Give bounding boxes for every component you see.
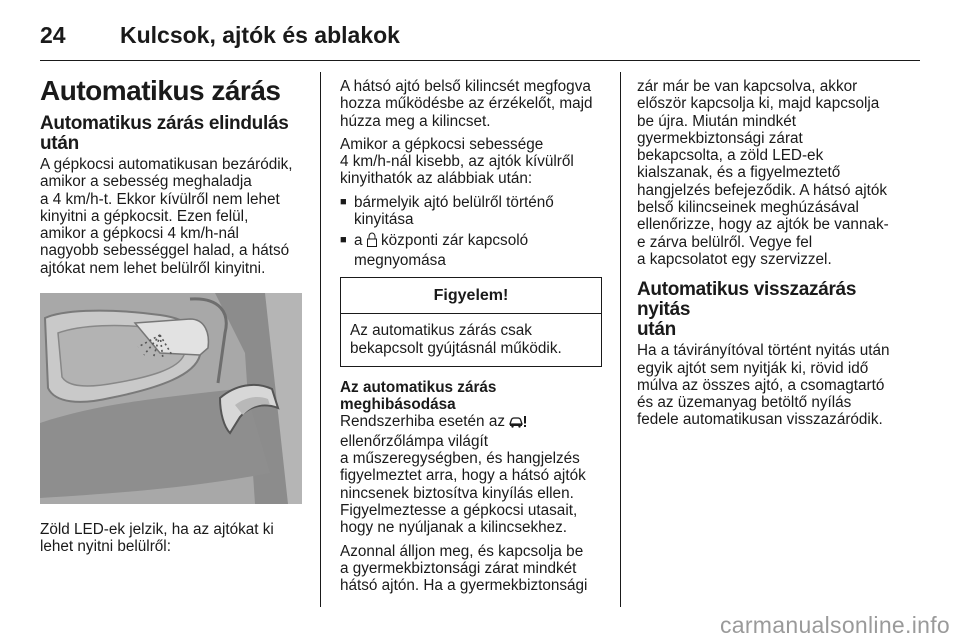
notice-body: Az automatikus zárás csak bekapcsolt gyújtásnál működik. xyxy=(350,322,562,357)
footer-watermark: carmanualsonline.info xyxy=(719,612,950,638)
unlock-condition-paragraph: Amikor a gépkocsi sebessége 4 km/h-nál kisebb, az ajtók kívülről kinyithatók az alábbiak után: xyxy=(340,135,574,188)
section-heading-autolock: Automatikus zárás elindulás után xyxy=(40,113,289,154)
figure-caption-box xyxy=(40,521,312,562)
unlock-list xyxy=(340,194,602,269)
bullet-text-1: bármelyik ajtó belülről történő kinyitása xyxy=(354,193,554,229)
list-item xyxy=(340,194,602,229)
list-item xyxy=(340,232,602,269)
column-3 xyxy=(637,78,909,435)
bullet-text-2-post: központi zár kapcsoló megnyomása xyxy=(354,232,529,269)
header-rule xyxy=(40,60,920,61)
malfunction-paragraph xyxy=(340,413,602,536)
column-1 xyxy=(40,114,312,283)
childlock-paragraph: zár már be van kapcsolva, akkor először kapcsolja ki, majd kapcsolja be újra. Miután mindkét gyermekbiztonsági zárat bekapcsolta, a zöld LED-ek kialszanak, és a figyelmeztető hangjelzés befejeződik. A hátsó ajtók belső kilincseinek meghúzásával ellenőrizze, hogy az ajtók be vannak- e zárva belülről. Vegye fel a kapcsolatot egy szervizzel. xyxy=(637,78,889,268)
main-title: Automatikus zárás xyxy=(40,75,281,106)
page-header xyxy=(40,12,920,52)
door-handle-illustration xyxy=(40,293,302,504)
malfunction-heading: Az automatikus zárás meghibásodása xyxy=(340,378,497,414)
column-divider-right xyxy=(620,72,621,607)
column-divider-left xyxy=(320,72,321,607)
bullet-text-2-pre: a xyxy=(354,232,367,250)
chapter-title: Kulcsok, ajtók és ablakok xyxy=(120,22,400,48)
section-heading-relock: Automatikus visszazárás nyitás után xyxy=(637,279,857,341)
sensor-paragraph: A hátsó ajtó belső kilincsét megfogva hozza működésbe az érzékelőt, majd húzza meg a kilincset. xyxy=(340,78,593,130)
notice-title: Figyelem! xyxy=(341,278,601,314)
relock-paragraph: Ha a távirányítóval történt nyitás után egyik ajtót sem nyitják ki, rövid idő múlva az összes ajtó, a csomagtartó és az üzemanyag betöltő nyílás fedele automatikusan visszazáródik. xyxy=(637,342,890,429)
figure-caption: Zöld LED-ek jelzik, ha az ajtókat ki lehet nyitni belülről: xyxy=(40,521,274,556)
lock-icon xyxy=(367,232,377,251)
page-number: 24 xyxy=(40,22,66,48)
car-warning-icon xyxy=(509,415,527,432)
autolock-paragraph: A gépkocsi automatikusan bezáródik, amikor a sebesség meghaladja a 4 km/h-t. Ekkor kívülről nem lehet kinyitni a gépkocsit. Ezen felül, amikor a gépkocsi 4 km/h-nál nagyobb sebességgel halad, a hátsó ajtókat nem lehet belülről kinyitni. xyxy=(40,156,293,277)
malfunction-text-post: ellenőrzőlámpa világít a műszeregységben, és hangjelzés figyelmeztet arra, hogy a hátsó ajtók nincsenek biztosítva kinyílás ellen. Figyelmeztesse a gépkocsi utasait, hogy ne nyúljanak a kilincsekhez. xyxy=(340,432,586,537)
malfunction-text-pre: Rendszerhiba esetén az xyxy=(340,413,510,431)
column-2 xyxy=(340,78,602,600)
stop-paragraph: Azonnal álljon meg, és kapcsolja be a gyermekbiztonsági zárat mindkét hátsó ajtón. Ha a gyermekbiztonsági xyxy=(340,542,588,595)
notice-box xyxy=(340,277,602,367)
